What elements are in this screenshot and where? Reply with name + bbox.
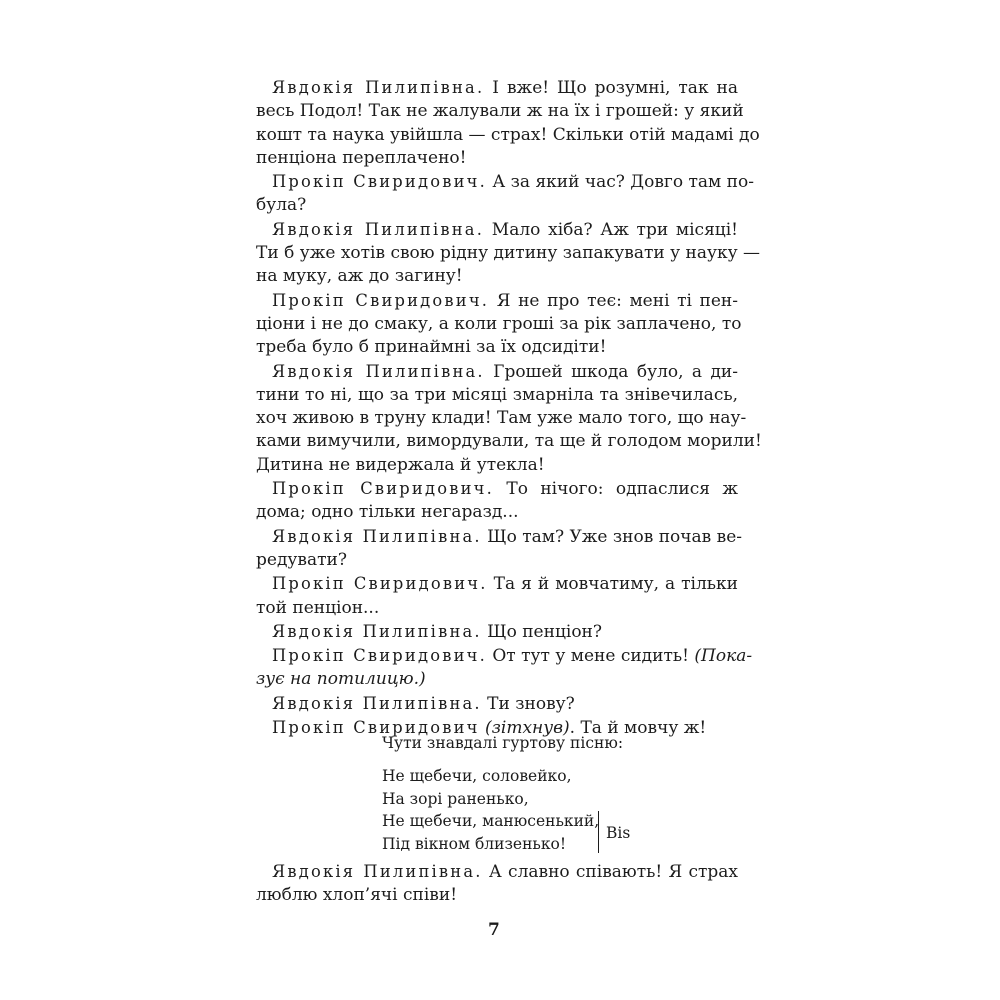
page-number: 7: [488, 920, 500, 940]
dialogue-paragraph: [256, 692, 738, 716]
text-line: Прокіп Свиридович. То нічого: одпаслися ж: [272, 479, 738, 500]
song-line: Не щебечи, манюсенький,: [382, 812, 600, 830]
speaker-name: Прокіп Свиридович.: [272, 479, 494, 499]
text-line: Дитина не видержала й утекла!: [256, 454, 545, 475]
text-line: Явдокія Пилипівна. А славно співають! Я страх: [272, 862, 738, 882]
song-intro: Чути знавдалі гуртову пісню:: [382, 734, 624, 752]
dialogue-paragraph: [256, 572, 738, 620]
text-line: Явдокія Пилипівна. Мало хіба? Аж три місяці!: [272, 219, 738, 240]
dialogue-after-song: [256, 860, 738, 908]
song-line: На зорі раненько,: [382, 789, 529, 808]
text-line: Явдокія Пилипівна. Що пенціон?: [272, 621, 602, 642]
text-line: дома; одно тільки негаразд...: [256, 502, 519, 523]
speaker-name: Прокіп Свиридович: [272, 718, 480, 738]
text-line: той пенціон...: [256, 597, 380, 618]
speaker-name: Явдокія Пилипівна.: [272, 361, 485, 381]
dialogue-block: [256, 76, 762, 740]
text-line: Явдокія Пилипівна. Грошей шкода було, а ди-: [272, 361, 738, 382]
dialogue-paragraph: [256, 620, 738, 644]
speaker-name: Прокіп Свиридович.: [272, 172, 487, 192]
stage-direction: (зітхнув): [485, 718, 570, 739]
text-line: хоч живою в труну клади! Там уже мало того, що нау-: [256, 408, 747, 429]
text-line: Явдокія Пилипівна. Що там? Уже знов почав ве-: [272, 526, 742, 547]
text-line: редувати?: [256, 549, 347, 570]
text-line: Прокіп Свиридович (зітхнув). Та й мовчу ж!: [272, 718, 707, 739]
text-line: пенціона переплачено!: [256, 147, 467, 168]
text-line: Прокіп Свиридович. Та я й мовчатиму, а тільки: [272, 574, 738, 595]
speaker-name: Явдокія Пилипівна.: [272, 526, 482, 546]
song-line: Не щебечи, соловейко,: [382, 767, 572, 785]
text-line: була?: [256, 195, 307, 216]
dialogue-paragraph: [256, 860, 738, 908]
speaker-name: Явдокія Пилипівна.: [272, 862, 483, 881]
speaker-name: Прокіп Свиридович.: [272, 290, 490, 310]
speaker-name: Прокіп Свиридович.: [272, 646, 487, 666]
text-line: ками вимучили, вимордували, та ще й голодом морили!: [256, 431, 762, 452]
speaker-name: Явдокія Пилипівна.: [272, 693, 482, 713]
dialogue-paragraph: [256, 289, 742, 360]
song-verse: [382, 765, 599, 855]
dialogue-paragraph: [256, 218, 761, 289]
dialogue-paragraph: [256, 76, 760, 170]
speaker-name: Явдокія Пилипівна.: [272, 78, 485, 97]
stage-direction: зує на потилицю.): [256, 669, 426, 690]
bis-label: Bis: [606, 824, 631, 842]
text-line: Прокіп Свиридович. От тут у мене сидить! (Пока-: [272, 646, 753, 667]
text-line: Прокіп Свиридович. А за який час? Довго там по-: [272, 172, 754, 193]
dialogue-paragraph: [256, 170, 754, 218]
text-line: Явдокія Пилипівна. Ти знову?: [272, 693, 575, 714]
text-line: [256, 668, 738, 691]
speaker-name: Явдокія Пилипівна.: [272, 621, 482, 641]
text-line: люблю хлоп’ячі співи!: [256, 885, 458, 906]
text-line: треба було б принаймні за їх одсидіти!: [256, 337, 607, 358]
stage-direction: (Пока-: [694, 646, 753, 667]
bis-bracket: [598, 811, 599, 853]
text-line: Явдокія Пилипівна. І вже! Що розумні, так на: [272, 78, 738, 98]
text-line: Ти б уже хотів свою рідну дитину запакувати у науку —: [256, 243, 761, 264]
text-line: ціони і не до смаку, а коли гроші за рік заплачено, то: [256, 313, 742, 334]
speaker-name: Прокіп Свиридович.: [272, 574, 488, 594]
dialogue-paragraph: [256, 477, 738, 525]
speaker-name: Явдокія Пилипівна.: [272, 219, 485, 239]
song-line: Під вікном близенько!: [382, 834, 567, 853]
text-line: кошт та наука увійшла — страх! Скільки отій мадамі до: [256, 124, 760, 145]
text-line: Прокіп Свиридович. Я не про теє: мені ті пен-: [272, 290, 739, 311]
dialogue-paragraph: [256, 525, 742, 573]
text-line: тини то ні, що за три місяці змарніла та знівечилась,: [256, 384, 738, 405]
dialogue-paragraph: [256, 360, 762, 477]
text-line: на муку, аж до загину!: [256, 266, 463, 287]
dialogue-paragraph: [256, 644, 753, 692]
text-line: весь Подол! Так не жалували ж на їх і грошей: у який: [256, 101, 744, 122]
